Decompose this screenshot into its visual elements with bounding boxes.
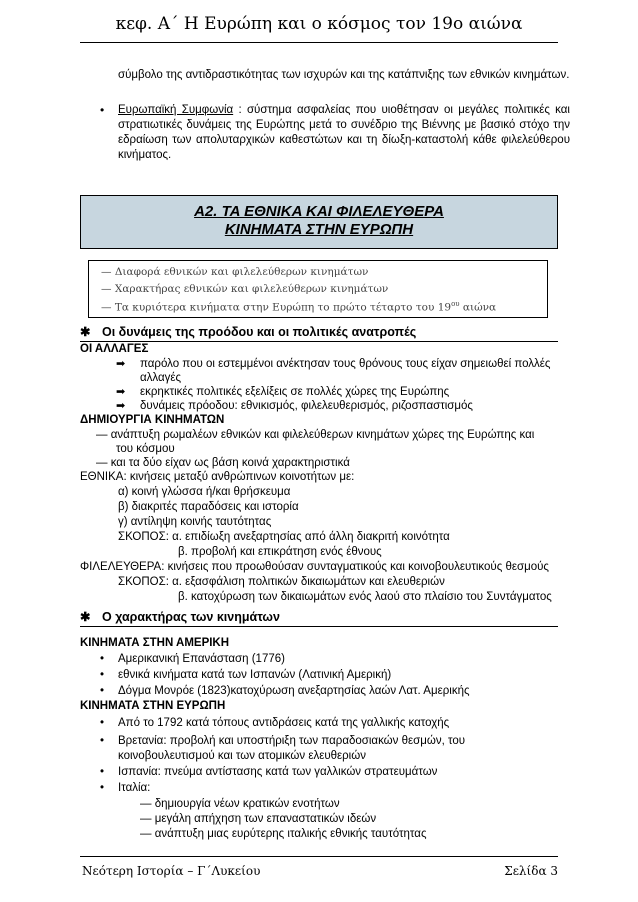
- subheading-europe: ΚΙΝΗΜΑΤΑ ΣΤΗΝ ΕΥΡΩΠΗ: [80, 700, 226, 712]
- list-item: εθνικά κινήματα κατά των Ισπανών (Λατινική Αμερική): [118, 669, 392, 681]
- list-item: Αμερικανική Επανάσταση (1776): [118, 653, 285, 665]
- topic-item: — Διαφορά εθνικών και φιλελεύθερων κινημάτων: [101, 266, 369, 278]
- list-item: — και τα δύο είχαν ως βάση κοινά χαρακτηριστικά: [96, 457, 350, 469]
- arrow-right-icon: ➡: [116, 358, 126, 370]
- star-icon: ✱: [80, 325, 91, 339]
- list-item: δυνάμεις πρόοδου: εθνικισμός, φιλελευθερισμός, ριζοσπαστισμός: [140, 400, 473, 412]
- list-item: — ανάπτυξη ρωμαλέων εθνικών και φιλελεύθερων κινημάτων χώρες της Ευρώπης και: [96, 429, 535, 441]
- subheading-changes: ΟΙ ΑΛΛΑΓΕΣ: [80, 343, 149, 355]
- list-item-cont: κοινοβουλευτισμού και των ατομικών ελευθεριών: [118, 750, 366, 762]
- page-header-title: κεφ. Α΄ Η Ευρώπη και ο κόσμος τον 19ο αιώνα: [115, 14, 523, 34]
- list-item-cont: αλλαγές: [140, 372, 182, 384]
- chapter-title-line1: Α2. ΤΑ ΕΘΝΙΚΑ ΚΑΙ ΦΙΛΕΛΕΥΘΕΡΑ: [194, 203, 444, 220]
- list-item: Ισπανία: πνεύμα αντίστασης κατά των γαλλικών στρατευμάτων: [118, 766, 438, 778]
- national-definition: ΕΘΝΙΚΑ: κινήσεις μεταξύ ανθρώπινων κοινοτήτων με:: [80, 471, 355, 483]
- bullet-dot: •: [100, 735, 105, 747]
- subheading-america: ΚΙΝΗΜΑΤΑ ΣΤΗΝ ΑΜΕΡΙΚΗ: [80, 637, 230, 649]
- intro-continuation: σύμβολο της αντιδραστικότητας των ισχυρών και της κατάπνιξης των εθνικών κινημάτων.: [118, 69, 570, 81]
- bullet-dot: •: [100, 669, 105, 681]
- national-goal: β. προβολή και επικράτηση ενός έθνους: [178, 546, 382, 558]
- bullet-dot: •: [100, 766, 105, 778]
- header-rule: [80, 42, 558, 43]
- chapter-title-box: [80, 195, 558, 249]
- bullet-dot: •: [100, 717, 105, 729]
- liberal-definition: ΦΙΛΕΛΕΥΘΕΡΑ: κινήσεις που προωθούσαν συνταγματικούς και κοινοβουλευτικούς θεσμούς: [80, 561, 549, 573]
- topic-item: — Χαρακτήρας εθνικών και φιλελεύθερων κινημάτων: [101, 283, 389, 295]
- star-icon: ✱: [80, 610, 91, 624]
- list-item: Από το 1792 κατά τόπους αντιδράσεις κατά της γαλλικής κατοχής: [118, 717, 450, 729]
- definition-text: : σύστημα ασφαλείας που υιοθέτησαν οι μεγάλες πολιτικές και στρατιωτικές δυνάμεις της Ευρώπης μετά το συνέδριο της Βιέννης με βασικό στόχο την εδραίωση των απολυταρχικών καθεστώτων και τη δίωξη-καταστολή κάθε φιλελεύθερου κινήματος.: [118, 104, 570, 161]
- italy-item: — ανάπτυξη μιας ευρύτερης ιταλικής εθνικής ταυτότητας: [140, 828, 427, 840]
- footer-rule: [80, 856, 558, 857]
- national-trait: β) διακριτές παραδόσεις και ιστορία: [118, 501, 299, 513]
- arrow-right-icon: ➡: [116, 400, 126, 412]
- term-european-concert: Ευρωπαϊκή Συμφωνία: [118, 104, 234, 116]
- list-item: παρόλο που οι εστεμμένοι ανέκτησαν τους θρόνους τους είχαν σημειωθεί πολλές: [140, 358, 551, 370]
- bullet-dot: •: [100, 653, 105, 665]
- italy-item: — δημιουργία νέων κρατικών ενοτήτων: [140, 798, 340, 810]
- bullet-dot: •: [100, 103, 105, 117]
- liberal-goal: ΣΚΟΠΟΣ: α. εξασφάλιση πολιτικών δικαιωμάτων και ελευθεριών: [118, 576, 445, 588]
- national-trait: γ) αντίληψη κοινής ταυτότητας: [118, 516, 272, 528]
- list-item: Βρετανία: προβολή και υποστήριξη των παραδοσιακών θεσμών, του: [118, 735, 466, 747]
- chapter-title-line2: ΚΙΝΗΜΑΤΑ ΣΤΗΝ ΕΥΡΩΠΗ: [224, 221, 414, 238]
- topic-item: — Τα κυριότερα κινήματα στην Ευρώπη το πρώτο τέταρτο του $19^{o\upsilon}$ αιώνα: [101, 300, 497, 314]
- bullet-dot: •: [100, 685, 105, 697]
- list-item: Ιταλία:: [118, 782, 151, 794]
- list-item: Δόγμα Μονρόε (1823)κατοχύρωση ανεξαρτησίας λαών Λατ. Αμερικής: [118, 685, 470, 697]
- national-goal: ΣΚΟΠΟΣ: α. επιδίωξη ανεξαρτησίας από άλλη διακριτή κοινότητα: [118, 531, 450, 543]
- footer-page-number: Σελίδα 3: [504, 864, 558, 878]
- list-item-cont: του κόσμου: [116, 443, 175, 455]
- intro-definition: [118, 103, 570, 163]
- footer-course: Νεότερη Ιστορία – Γ΄Λυκείου: [82, 864, 261, 878]
- italy-item: — μεγάλη απήχηση των επαναστατικών ιδεών: [140, 813, 377, 825]
- arrow-right-icon: ➡: [116, 386, 126, 398]
- list-item: εκρηκτικές πολιτικές εξελίξεις σε πολλές χώρες της Ευρώπης: [140, 386, 450, 398]
- liberal-goal: β. κατοχύρωση των δικαιωμάτων ενός λαού στο πλαίσιο του Συντάγματος: [178, 591, 552, 603]
- national-trait: α) κοινή γλώσσα ή/και θρήσκευμα: [118, 486, 291, 498]
- bullet-dot: •: [100, 782, 105, 794]
- topics-box: [88, 260, 548, 318]
- subheading-creation: ΔΗΜΙΟΥΡΓΙΑ ΚΙΝΗΜΑΤΩΝ: [80, 414, 225, 426]
- section-heading-forces: ✱ Οι δυνάμεις της προόδου και οι πολιτικές ανατροπές: [80, 324, 558, 342]
- section-heading-character: ✱ Ο χαρακτήρας των κινημάτων: [80, 609, 558, 627]
